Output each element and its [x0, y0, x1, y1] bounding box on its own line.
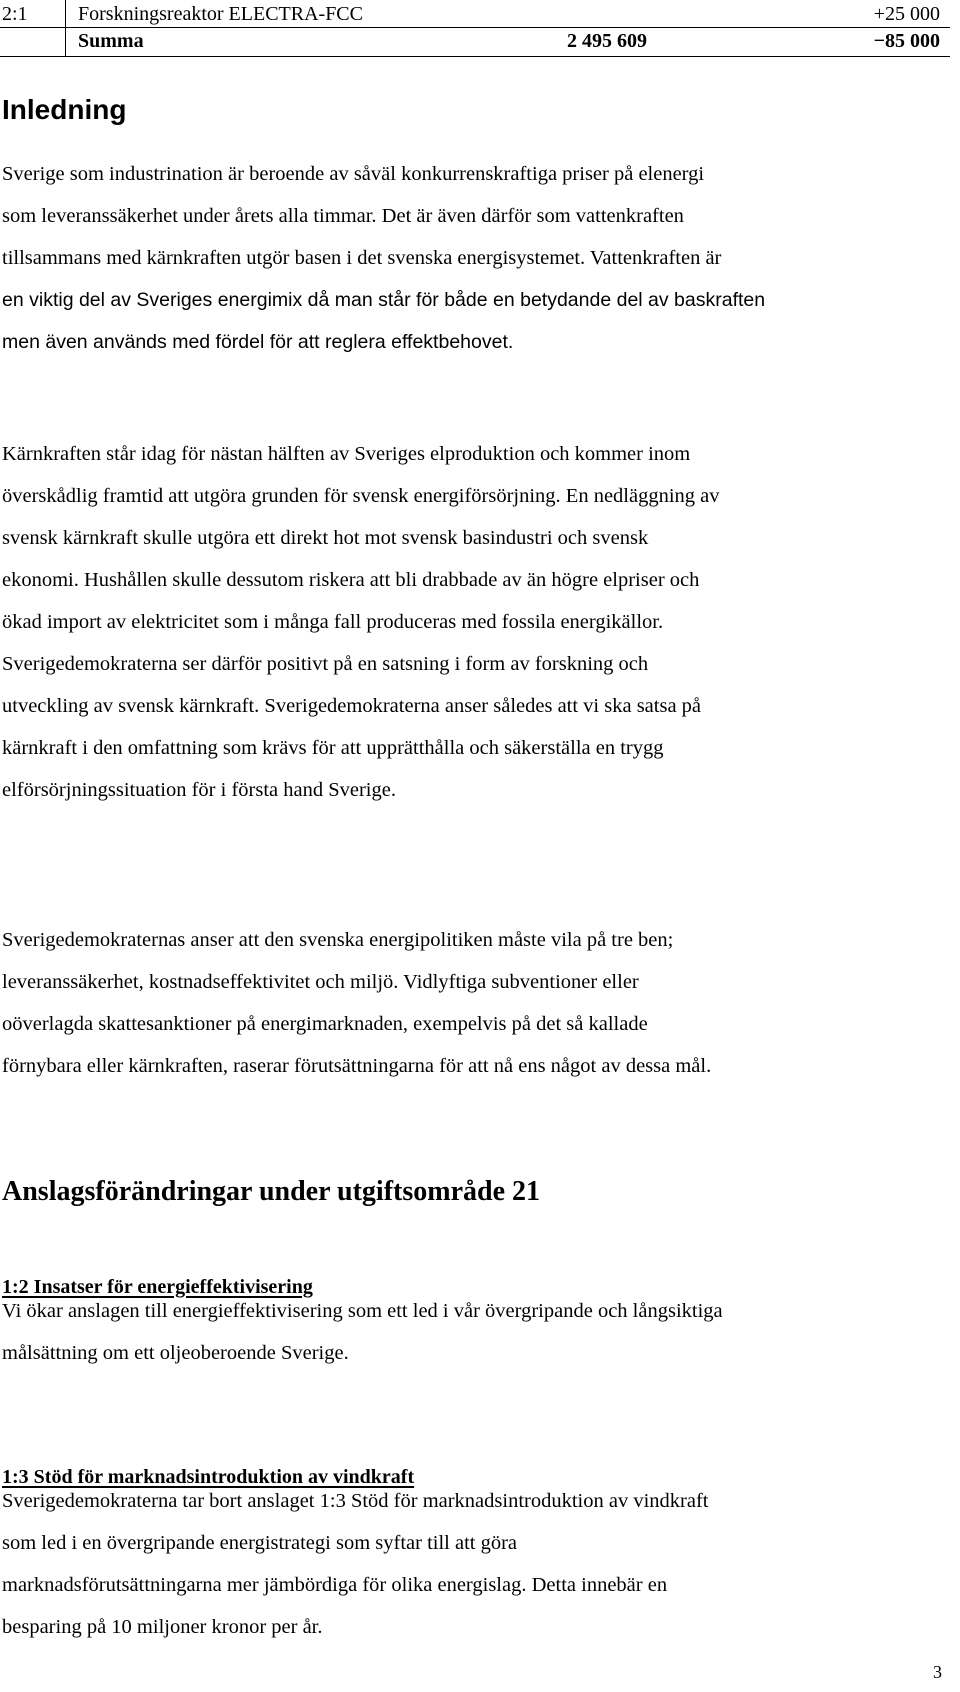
text-line: kärnkraft i den omfattning som krävs för att upprätthålla och säkerställa en trygg	[2, 737, 664, 759]
text-line: ökad import av elektricitet som i många fall produceras med fossila energikällor.	[2, 611, 664, 633]
sum-change: −85 000	[873, 30, 940, 52]
text-line: ekonomi. Hushållen skulle dessutom riskera att bli drabbade av än högre elpriser och	[2, 569, 700, 591]
text-line: Kärnkraften står idag för nästan hälften av Sveriges elproduktion och kommer inom	[2, 443, 691, 465]
text-line: utveckling av svensk kärnkraft. Sverigedemokraterna anser således att vi ska satsa på	[2, 695, 702, 717]
section-title-1-3: 1:3 Stöd för marknadsintroduktion av vindkraft	[2, 1466, 415, 1488]
text-line: elförsörjningssituation för i första hand Sverige.	[2, 779, 396, 801]
text-line: förnybara eller kärnkraften, raserar förutsättningarna för att nå ens något av dessa mål.	[2, 1055, 712, 1077]
row-change: +25 000	[873, 3, 940, 25]
row-number: 2:1	[2, 3, 28, 25]
row-name: Forskningsreaktor ELECTRA-FCC	[78, 3, 363, 25]
text-line: en viktig del av Sveriges energimix då man står för både en betydande del av baskraften	[2, 289, 766, 311]
table-rule	[0, 56, 950, 57]
page-number: 3	[933, 1662, 942, 1682]
text-line: Vi ökar anslagen till energieffektivisering som ett led i vår övergripande och långsiktiga	[2, 1300, 723, 1322]
text-line: Sverigedemokraterna tar bort anslaget 1:3 Stöd för marknadsintroduktion av vindkraft	[2, 1490, 709, 1512]
text-line: överskådlig framtid att utgöra grunden för svensk energiförsörjning. En nedläggning av	[2, 485, 720, 507]
intro-heading: Inledning	[2, 94, 127, 125]
text-line: Sverigedemokraterna ser därför positivt på en satsning i form av forskning och	[2, 653, 649, 675]
text-line: besparing på 10 miljoner kronor per år.	[2, 1616, 323, 1638]
text-line: som leveranssäkerhet under årets alla timmar. Det är även därför som vattenkraften	[2, 205, 684, 227]
section-1-2-body	[2, 1290, 942, 1374]
section-1-3-body	[2, 1480, 942, 1648]
intro-paragraph-1	[2, 153, 942, 279]
table-row	[0, 0, 950, 28]
text-line: men även används med fördel för att reglera effektbehovet.	[2, 331, 514, 353]
text-line: marknadsförutsättningarna mer jämbördiga för olika energislag. Detta innebär en	[2, 1574, 668, 1596]
text-line: svensk kärnkraft skulle utgöra ett direkt hot mot svensk basindustri och svensk	[2, 527, 649, 549]
section-title-1-2: 1:2 Insatser för energieffektivisering	[2, 1276, 313, 1298]
sum-amount: 2 495 609	[567, 30, 647, 52]
text-line: leveranssäkerhet, kostnadseffektivitet och miljö. Vidlyftiga subventioner eller	[2, 971, 639, 993]
text-line: Sverige som industrination är beroende av såväl konkurrenskraftiga priser på elenergi	[2, 163, 705, 185]
intro-paragraph-2	[2, 433, 942, 811]
table-sum-row	[0, 27, 950, 55]
text-line: tillsammans med kärnkraften utgör basen i det svenska energisystemet. Vattenkraften är	[2, 247, 722, 269]
changes-heading: Anslagsförändringar under utgiftsområde 21	[2, 1176, 541, 1207]
text-line: Sverigedemokraternas anser att den svenska energipolitiken måste vila på tre ben;	[2, 929, 674, 951]
sum-label: Summa	[78, 30, 144, 52]
intro-paragraph-3	[2, 919, 942, 1087]
text-line: målsättning om ett oljeoberoende Sverige.	[2, 1342, 349, 1364]
text-line: oöverlagda skattesanktioner på energimarknaden, exempelvis på det så kallade	[2, 1013, 648, 1035]
text-line: som led i en övergripande energistrategi som syftar till att göra	[2, 1532, 518, 1554]
intro-paragraph-1-cont	[2, 279, 942, 363]
